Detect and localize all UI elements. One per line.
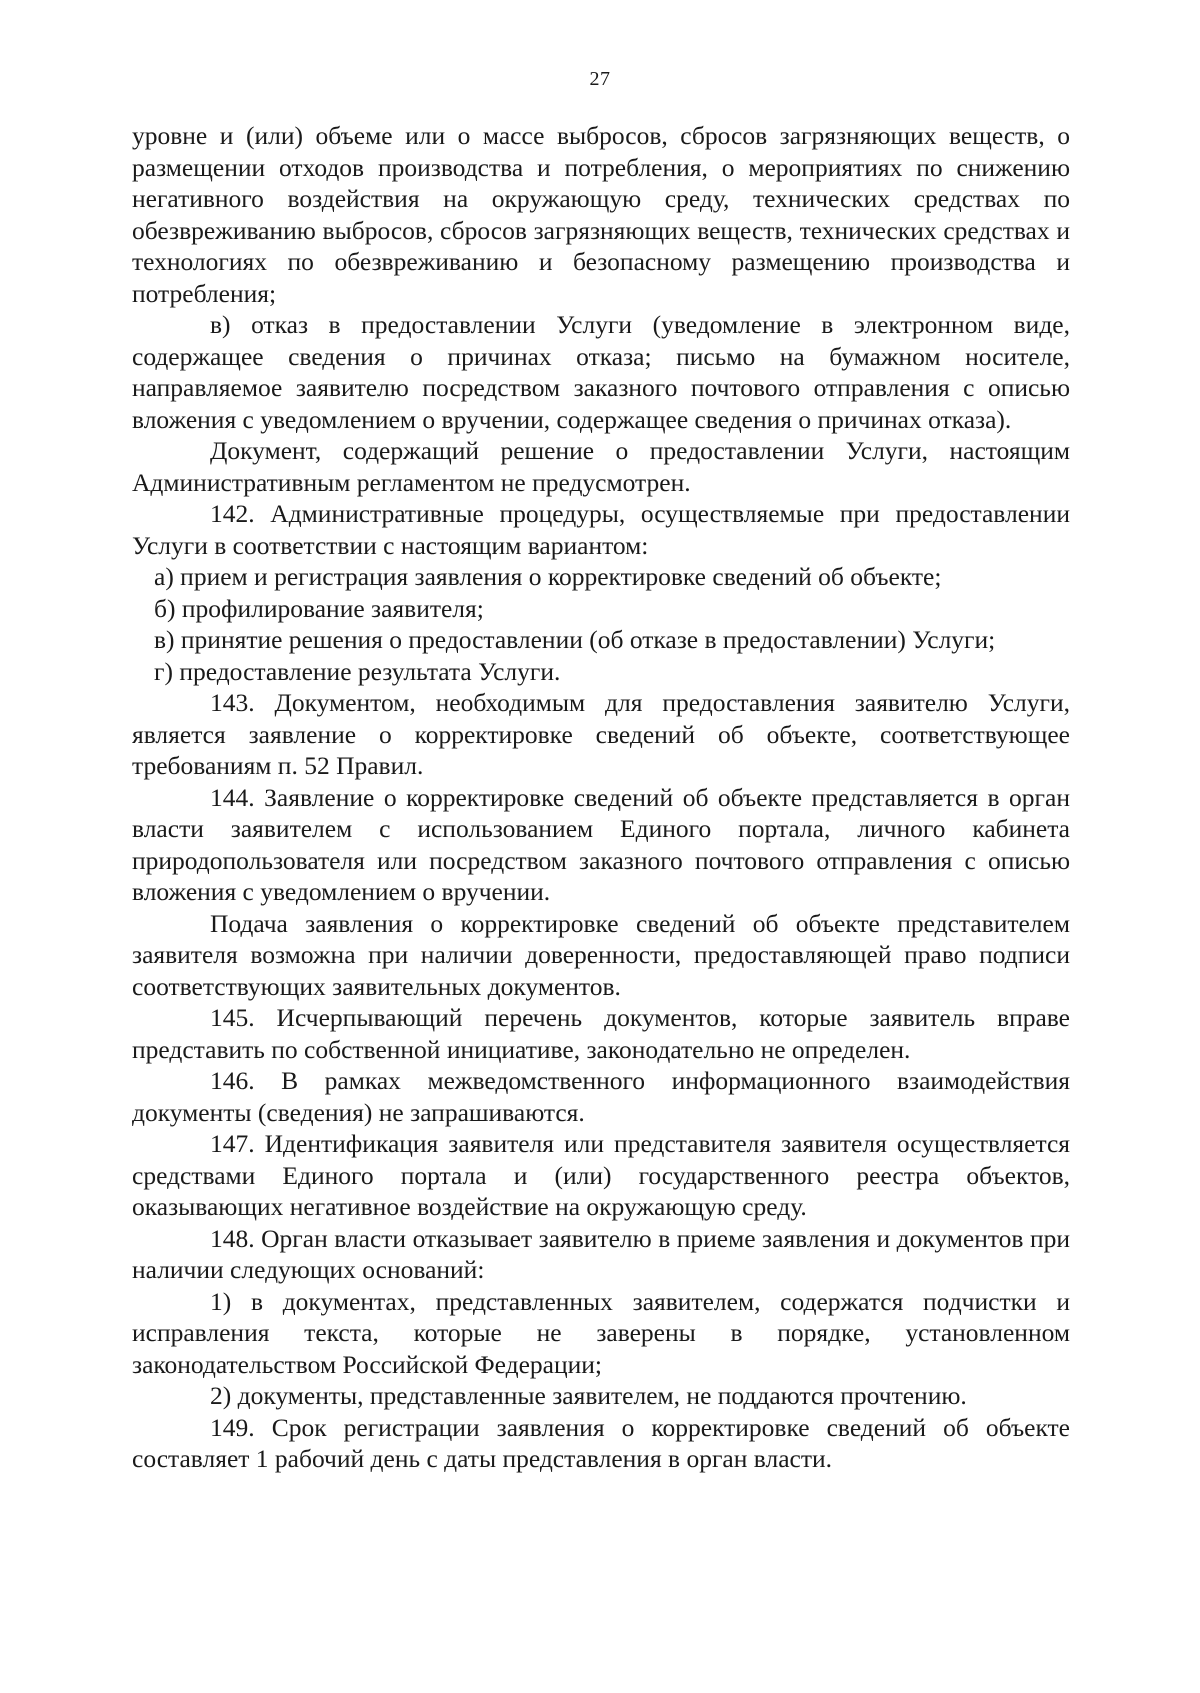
paragraph-142: 142. Административные процедуры, осуществляемые при предоставлении Услуги в соответствии с настоящим вариантом: <box>132 499 1070 560</box>
page-number: 27 <box>589 68 611 90</box>
paragraph-refusal: в) отказ в предоставлении Услуги (уведомление в электронном виде, содержащее сведения о причинах отказа; письмо на бумажном носителе, направляемое заявителю посредством заказного почтового отправления с описью вложения с уведомлением о вручении, содержащее сведения о причинах отказа). <box>132 310 1070 434</box>
paragraph-143: 143. Документом, необходимым для предоставления заявителю Услуги, является заявление о корректировке сведений об объекте, соответствующее требованиям п. 52 Правил. <box>132 688 1070 780</box>
paragraph-144: 144. Заявление о корректировке сведений об объекте представляется в орган власти заявителем с использованием Единого портала, личного кабинета природопользователя или посредством заказного почтового отправления с описью вложения с уведомлением о вручении. <box>132 782 1070 906</box>
paragraph-146: 146. В рамках межведомственного информационного взаимодействия документы (сведения) не запрашиваются. <box>132 1066 1070 1127</box>
list-item-2: 2) документы, представленные заявителем, не поддаются прочтению. <box>210 1381 967 1410</box>
paragraph-149: 149. Срок регистрации заявления о корректировке сведений об объекте составляет 1 рабочий день с даты представления в орган власти. <box>132 1412 1070 1473</box>
paragraph-148: 148. Орган власти отказывает заявителю в приеме заявления и документов при наличии следующих оснований: <box>132 1223 1070 1284</box>
list-item-a: а) прием и регистрация заявления о корректировке сведений об объекте; <box>154 562 942 591</box>
paragraph-147: 147. Идентификация заявителя или представителя заявителя осуществляется средствами Единого портала и (или) государственного реестра объектов, оказывающих негативное воздействие на окружающую среду. <box>132 1129 1070 1221</box>
paragraph-representative: Подача заявления о корректировке сведений об объекте представителем заявителя возможна при наличии доверенности, предоставляющей право подписи соответствующих заявительных документов. <box>132 908 1070 1001</box>
list-item-v: в) принятие решения о предоставлении (об отказе в предоставлении) Услуги; <box>154 625 996 654</box>
paragraph-decision-document: Документ, содержащий решение о предоставлении Услуги, настоящим Административным регламентом не предусмотрен. <box>132 436 1070 497</box>
document-body <box>132 120 1070 1475</box>
list-item-1: 1) в документах, представленных заявителем, содержатся подчистки и исправления текста, которые не заверены в порядке, установленном законодательством Российской Федерации; <box>132 1286 1070 1379</box>
paragraph-145: 145. Исчерпывающий перечень документов, которые заявитель вправе представить по собственной инициативе, законодательно не определен. <box>132 1003 1070 1064</box>
list-item-b: б) профилирование заявителя; <box>154 593 484 623</box>
list-item-g: г) предоставление результата Услуги. <box>154 656 561 686</box>
paragraph-continuation: уровне и (или) объеме или о массе выбросов, сбросов загрязняющих веществ, о размещении отходов производства и потребления, о мероприятиях по снижению негативного воздействия на окружающую среду, технических средствах по обезвреживанию выбросов, сбросов загрязняющих веществ, технических средствах и технологиях по обезвреживанию и безопасному размещению производства и потребления; <box>132 121 1070 308</box>
